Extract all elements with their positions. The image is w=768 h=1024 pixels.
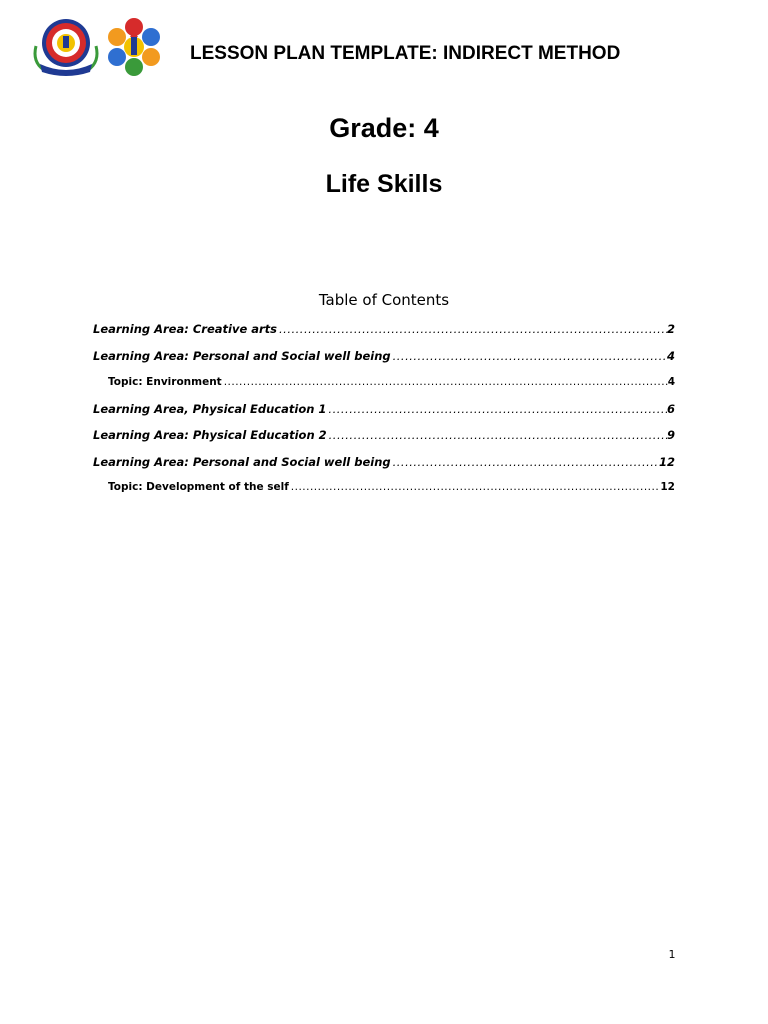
toc-entry-label: Learning Area: Creative arts [93,322,278,336]
toc-entry-personal-social-well-being[interactable] [93,349,675,363]
toc-page-number: 2 [666,322,675,336]
toc-dot-leader [277,322,667,336]
toc-entry-physical-education-2[interactable] [93,428,675,442]
toc-dot-leader [289,481,661,493]
toc-dot-leader [391,349,667,363]
toc-entry-label: Topic: Environment [108,376,222,388]
toc-entry-label: Learning Area, Physical Education 1 [93,402,327,416]
toc-page-number: 4 [667,376,675,388]
toc-page-number: 12 [660,481,675,493]
subject-title: Life Skills [325,170,443,198]
toc-entry-label: Learning Area: Personal and Social well being [93,455,391,469]
circular-values-emblem-logo [104,14,164,80]
toc-entry-creative-arts[interactable] [93,322,675,336]
document-header-title: LESSON PLAN TEMPLATE: INDIRECT METHOD [190,43,621,64]
logo-group [30,14,162,82]
toc-entry-label: Learning Area: Personal and Social well being [93,349,391,363]
institution-crest-logo [30,16,102,78]
grade-title: Grade: 4 [329,113,439,143]
toc-entry-label: Topic: Development of the self [108,481,289,493]
toc-entry-label: Learning Area: Physical Education 2 [93,428,327,442]
toc-page-number: 4 [666,349,675,363]
toc-entry-physical-education-1[interactable] [93,402,675,416]
toc-page-number: 9 [666,428,675,442]
toc-dot-leader [326,402,667,416]
toc-dot-leader [327,428,667,442]
toc-entry-personal-social-well-being-2[interactable] [93,455,675,469]
toc-dot-leader [391,455,659,469]
toc-entry-topic-development-of-self[interactable] [108,481,675,493]
toc-page-number: 12 [658,455,675,469]
toc-page-number: 6 [666,402,675,416]
toc-entry-topic-environment[interactable] [108,376,675,388]
toc-heading: Table of Contents [318,291,450,309]
page-number: 1 [668,948,676,961]
toc-dot-leader [222,376,668,388]
